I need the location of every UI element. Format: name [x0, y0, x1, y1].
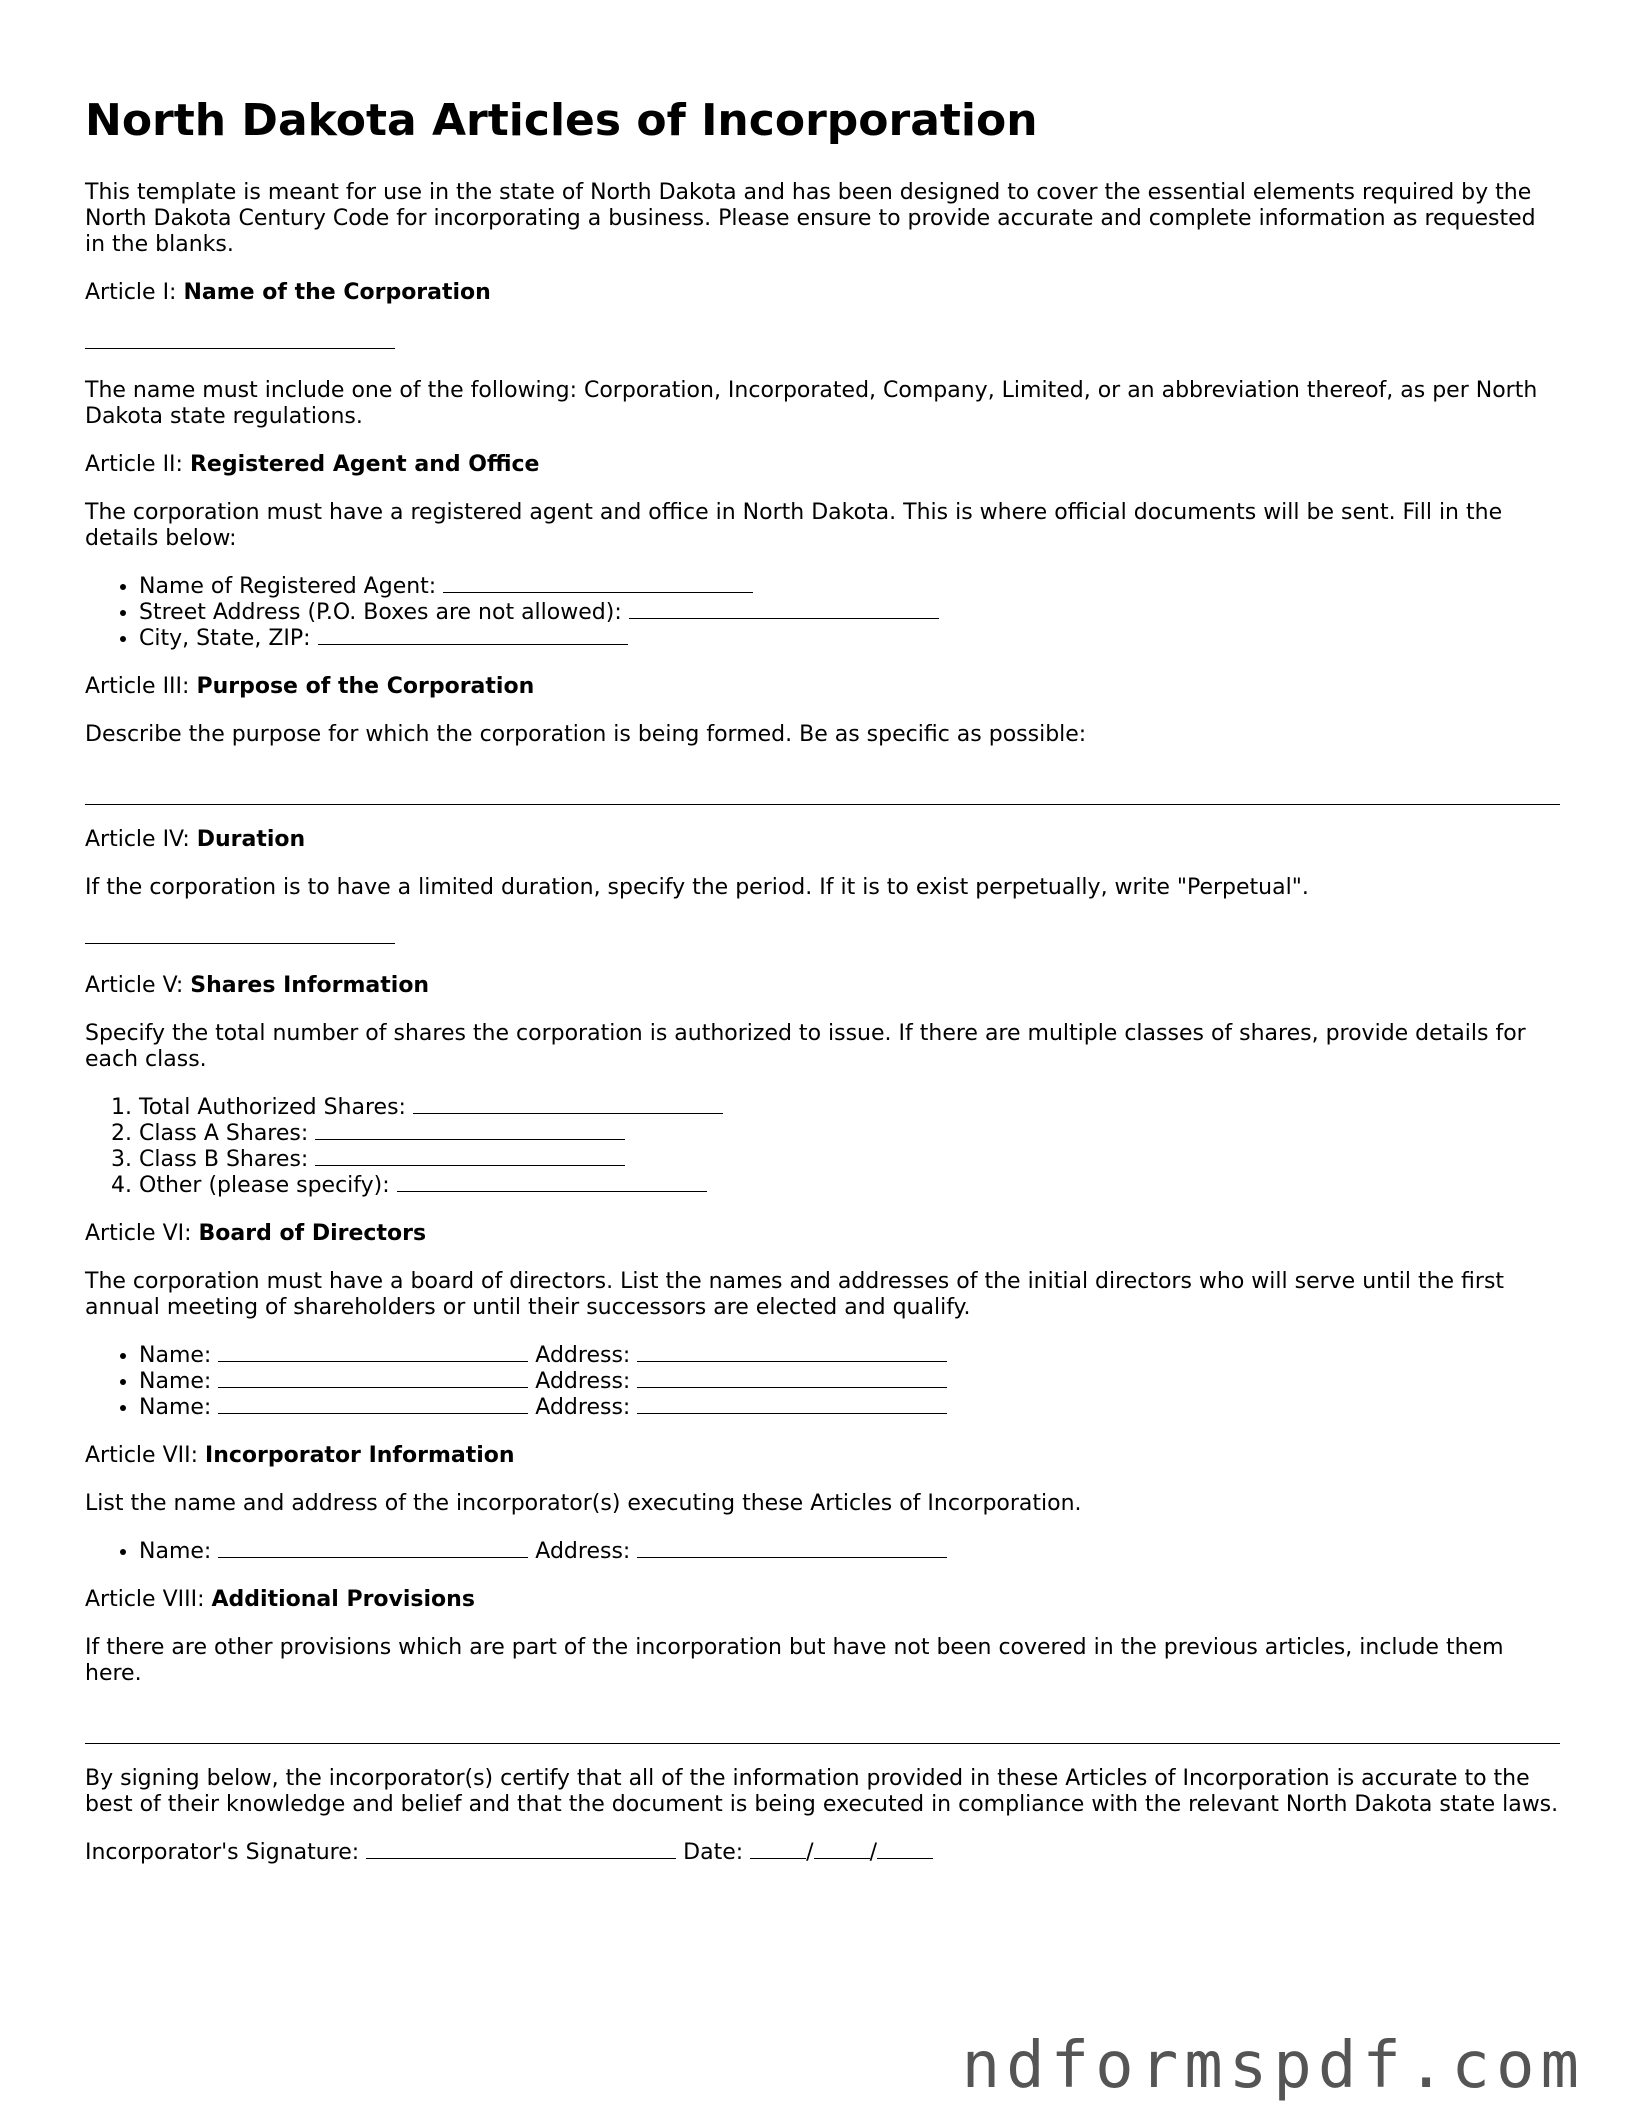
- incorporator-name-field[interactable]: [218, 1539, 528, 1558]
- city-state-zip-field[interactable]: [318, 626, 628, 645]
- purpose-field[interactable]: [85, 770, 1560, 805]
- incorporator-list: [85, 1539, 1560, 1565]
- article-5-description: Specify the total number of shares the corporation is authorized to issue. If there are multiple classes of shares, provide details for each class.: [85, 1020, 1526, 1072]
- director-name-field[interactable]: [218, 1343, 528, 1362]
- directors-list: [85, 1343, 1560, 1421]
- article-2-description: The corporation must have a registered agent and office in North Dakota. This is where official documents will be sent. Fill in the details below:: [85, 499, 1503, 551]
- list-item: 3. Class B Shares:: [139, 1147, 1560, 1173]
- article-3-description: Describe the purpose for which the corporation is being formed. Be as specific as possible:: [85, 721, 1087, 747]
- list-item: 1. Total Authorized Shares:: [139, 1095, 1560, 1121]
- intro-paragraph: This template is meant for use in the state of North Dakota and has been designed to cover the essential elements required by the North Dakota Century Code for incorporating a business. Please ensure to provide accurate and complete information as requested in the blanks.: [85, 179, 1536, 257]
- registered-agent-list: [85, 574, 1560, 652]
- director-address-field[interactable]: [637, 1343, 947, 1362]
- date-month-field[interactable]: [750, 1840, 806, 1859]
- article-4-description: If the corporation is to have a limited duration, specify the period. If it is to exist perpetually, write "Perpetual".: [85, 874, 1309, 900]
- street-address-field[interactable]: [629, 600, 939, 619]
- list-item: • Name of Registered Agent:: [139, 574, 1560, 600]
- article-1-heading: Article I: Name of the Corporation: [85, 279, 491, 305]
- article-4-heading: Article IV: Duration: [85, 826, 306, 852]
- date-year-field[interactable]: [877, 1840, 933, 1859]
- director-address-field[interactable]: [637, 1395, 947, 1414]
- article-8-description: If there are other provisions which are part of the incorporation but have not been covered in the previous articles, include them here.: [85, 1634, 1504, 1686]
- additional-provisions-field[interactable]: [85, 1709, 1560, 1744]
- article-7-description: List the name and address of the incorporator(s) executing these Articles of Incorporation.: [85, 1490, 1082, 1516]
- signature-line: Incorporator's Signature: Date: / /: [85, 1840, 1560, 1866]
- duration-field[interactable]: [85, 923, 1560, 951]
- list-item: • Name: Address:: [139, 1369, 1560, 1395]
- director-address-field[interactable]: [637, 1369, 947, 1388]
- signature-field[interactable]: [366, 1840, 676, 1859]
- document-title: North Dakota Articles of Incorporation: [85, 95, 1038, 146]
- list-item: • Name: Address:: [139, 1395, 1560, 1421]
- corporation-name-field[interactable]: [85, 328, 1560, 356]
- class-b-shares-field[interactable]: [315, 1147, 625, 1166]
- article-6-heading: Article VI: Board of Directors: [85, 1220, 427, 1246]
- director-name-field[interactable]: [218, 1369, 528, 1388]
- list-item: • Name: Address:: [139, 1539, 1560, 1565]
- shares-list: [85, 1095, 1560, 1199]
- article-8-heading: Article VIII: Additional Provisions: [85, 1586, 475, 1612]
- article-5-heading: Article V: Shares Information: [85, 972, 430, 998]
- article-1-note: The name must include one of the following: Corporation, Incorporated, Company, Limited, or an abbreviation thereof, as per North Dakota state regulations.: [85, 377, 1538, 429]
- total-shares-field[interactable]: [413, 1095, 723, 1114]
- certification-paragraph: By signing below, the incorporator(s) certify that all of the information provided in these Articles of Incorporation is accurate to the best of their knowledge and belief and that the document is being executed in compliance with the relevant North Dakota state laws.: [85, 1765, 1559, 1817]
- list-item: 4. Other (please specify):: [139, 1173, 1560, 1199]
- list-item: • Street Address (P.O. Boxes are not allowed):: [139, 600, 1560, 626]
- registered-agent-name-field[interactable]: [443, 574, 753, 593]
- list-item: • City, State, ZIP:: [139, 626, 1560, 652]
- document-page: [85, 95, 1560, 1888]
- other-shares-field[interactable]: [397, 1173, 707, 1192]
- article-2-heading: Article II: Registered Agent and Office: [85, 451, 540, 477]
- list-item: • Name: Address:: [139, 1343, 1560, 1369]
- article-6-description: The corporation must have a board of directors. List the names and addresses of the initial directors who will serve until the first annual meeting of shareholders or until their successors are elected and qualify.: [85, 1268, 1505, 1320]
- list-item: 2. Class A Shares:: [139, 1121, 1560, 1147]
- article-3-heading: Article III: Purpose of the Corporation: [85, 673, 535, 699]
- incorporator-address-field[interactable]: [637, 1539, 947, 1558]
- article-7-heading: Article VII: Incorporator Information: [85, 1442, 515, 1468]
- director-name-field[interactable]: [218, 1395, 528, 1414]
- class-a-shares-field[interactable]: [315, 1121, 625, 1140]
- site-watermark: ndformspdf.com: [961, 2029, 1585, 2103]
- date-day-field[interactable]: [814, 1840, 870, 1859]
